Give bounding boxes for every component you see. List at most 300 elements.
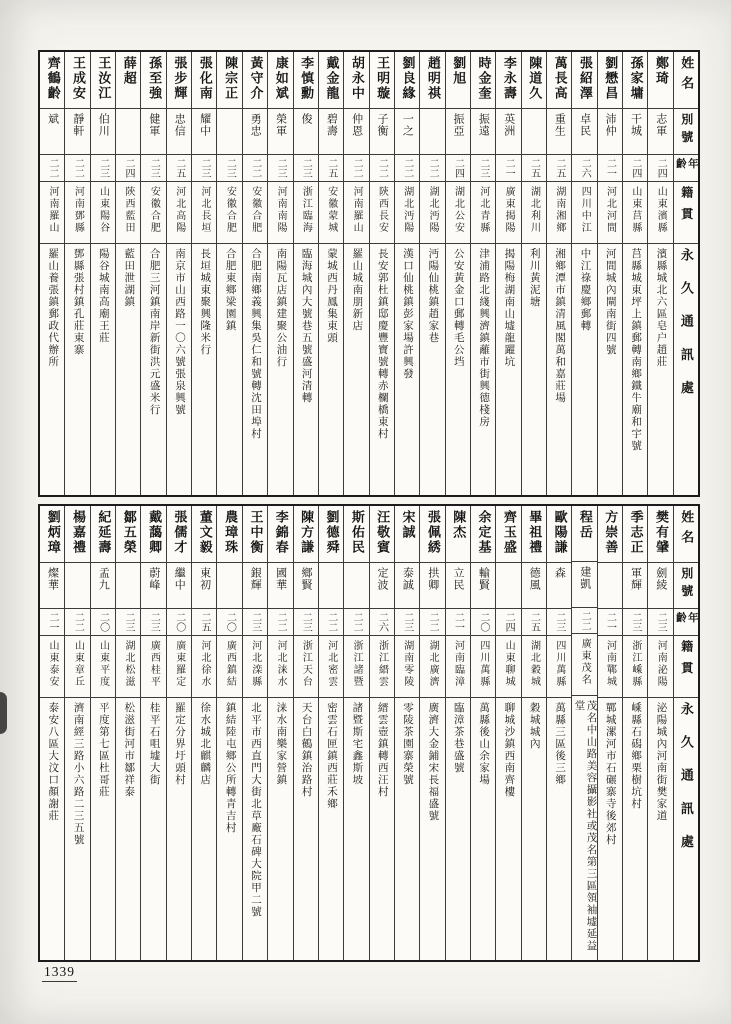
person-alias-cell: [294, 563, 318, 609]
person-address-cell: [268, 244, 292, 495]
person-native: 陝西藍田: [123, 186, 135, 234]
directory-table-top: [38, 50, 700, 497]
person-address: 茂名中山路美容攝影社或茂名第三區領袖墟延益堂: [573, 699, 597, 952]
person-address-cell: [40, 244, 64, 495]
person-native-cell: [648, 636, 672, 698]
person-age-cell: [319, 155, 343, 182]
person-native-cell: [65, 636, 89, 698]
person-age: 二三: [401, 612, 413, 632]
person-native: 湖北利川: [528, 186, 540, 234]
person-address-cell: [420, 244, 444, 495]
person-age: 二二: [46, 158, 58, 178]
person-age: 二三: [300, 158, 312, 178]
person-native: 河南鄧縣: [72, 186, 84, 234]
person-column: [64, 52, 89, 495]
person-age: 二三: [123, 612, 135, 632]
person-column: [216, 506, 241, 960]
person-alias-cell: [141, 563, 165, 609]
person-alias-cell: [496, 563, 520, 609]
person-address-cell: [65, 698, 89, 960]
person-age-cell: [572, 608, 596, 635]
person-native: 湖南湘鄉: [553, 186, 565, 234]
person-age: 二四: [452, 158, 464, 178]
person-alias-cell: [243, 109, 267, 155]
person-alias: 立民: [452, 567, 465, 591]
person-age: 二二: [401, 158, 413, 178]
person-native-cell: [598, 182, 622, 244]
person-age: 二四: [629, 158, 641, 178]
person-column: [647, 506, 672, 960]
person-age: 二三: [199, 158, 211, 178]
column-header-age: [674, 609, 698, 636]
person-alias-cell: [192, 563, 216, 609]
person-alias: 泰誠: [401, 567, 414, 591]
person-address-cell: [192, 698, 216, 960]
person-column: [191, 506, 216, 960]
person-native: 廣東羅定: [173, 640, 185, 688]
person-native-cell: [522, 182, 546, 244]
person-age-cell: [294, 609, 318, 636]
person-address: 利川黃泥塘: [528, 248, 540, 308]
person-native-cell: [344, 182, 368, 244]
person-age: 二二: [579, 610, 591, 631]
person-name-cell: [65, 52, 89, 109]
person-alias-cell: [116, 109, 140, 155]
person-age: 二一: [46, 612, 58, 632]
person-native-cell: [40, 636, 64, 698]
person-age-cell: [547, 609, 571, 636]
person-column: [394, 52, 419, 495]
person-native: 四川中江: [579, 186, 591, 234]
person-native-cell: [141, 636, 165, 698]
person-address-cell: [446, 244, 470, 495]
person-native: 浙江臨海: [300, 186, 312, 234]
person-native: 陝西長安: [376, 186, 388, 234]
column-header-age-label: 年齡: [674, 612, 698, 624]
person-native-cell: [395, 636, 419, 698]
person-age-cell: [217, 155, 241, 182]
person-age: 二三: [477, 158, 489, 178]
person-address-cell: [141, 244, 165, 495]
scan-artifact: [0, 692, 7, 734]
person-name: 孫至強: [147, 56, 163, 101]
person-address-cell: [344, 244, 368, 495]
person-column: [546, 52, 571, 495]
person-native: 廣西鎮結: [224, 640, 236, 688]
person-address: 廣濟大金鋪宋長福盛號: [427, 702, 439, 822]
person-address: 南京市山西路一〇六號張泉興號: [173, 248, 185, 416]
person-alias: 德風: [528, 567, 541, 591]
person-column: [242, 506, 267, 960]
person-age: 二三: [300, 612, 312, 632]
person-native: 安徽合肥: [148, 186, 160, 234]
person-address: 臨海城內大號巷五號盛河清轉: [300, 248, 312, 404]
person-native: 山東章丘: [72, 640, 84, 688]
person-column: [445, 52, 470, 495]
person-address: 羅山城南朋新店: [351, 248, 363, 332]
person-column: [318, 506, 343, 960]
person-native-cell: [116, 636, 140, 698]
person-address-cell: [471, 244, 495, 495]
person-address: 萬縣後山余家場: [478, 702, 490, 786]
person-address-cell: [294, 698, 318, 960]
person-alias: 英洲: [502, 113, 515, 137]
column-header-address: [674, 244, 698, 495]
person-native-cell: [167, 636, 191, 698]
person-alias: 伯川: [97, 113, 110, 137]
person-address: 臨漳茶巷盛號: [452, 702, 464, 774]
person-alias: 卓民: [578, 113, 591, 137]
person-native-cell: [522, 636, 546, 698]
person-address-cell: [572, 244, 596, 495]
person-name: 樊有肈: [653, 510, 669, 555]
person-name-cell: [370, 506, 394, 563]
person-alias: 靜軒: [71, 113, 84, 137]
person-name-cell: [243, 506, 267, 563]
person-alias-cell: [471, 563, 495, 609]
person-address: 涞水南樂家營鎮: [275, 702, 287, 786]
person-address-cell: [420, 698, 444, 960]
person-age: 二〇: [477, 612, 489, 632]
person-alias: 振遠: [477, 113, 490, 137]
person-column: [343, 52, 368, 495]
person-name: 陳方謙: [299, 510, 315, 555]
person-address-cell: [395, 698, 419, 960]
person-alias-cell: [522, 563, 546, 609]
person-address-cell: [344, 698, 368, 960]
person-age: 二二: [351, 612, 363, 632]
person-alias-cell: [446, 109, 470, 155]
person-age: 二一: [503, 158, 515, 178]
person-name: 李錦春: [273, 510, 289, 555]
person-address: 羅山養張鎮郵政代辦所: [47, 248, 59, 368]
person-age-cell: [167, 609, 191, 636]
person-native: 河北密雲: [325, 640, 337, 688]
person-address: 藍田泄湖鎮: [123, 248, 135, 308]
person-address: 鎮結陸屯鄉公所轉青吉村: [224, 702, 236, 834]
person-address: 沔陽仙桃鎮趙家巷: [427, 248, 439, 344]
person-native-cell: [547, 182, 571, 244]
person-alias-cell: [522, 109, 546, 155]
person-age: 二三: [148, 158, 160, 178]
person-name: 王中衡: [248, 510, 264, 555]
person-address: 密雲石匣鎮西莊禾鄉: [326, 702, 338, 810]
person-age-cell: [116, 155, 140, 182]
person-address: 陽谷城南高廟王莊: [97, 248, 109, 344]
column-header-native-label: 籍貫: [679, 640, 694, 684]
person-column: [521, 506, 546, 960]
person-native: 湖北沔陽: [427, 186, 439, 234]
person-age-cell: [623, 609, 647, 636]
column-header-native: [674, 636, 698, 698]
person-name-cell: [395, 506, 419, 563]
person-column: [470, 52, 495, 495]
person-name-cell: [40, 506, 64, 563]
person-native-cell: [217, 182, 241, 244]
person-name: 畢祖禮: [527, 510, 543, 555]
person-name-cell: [547, 506, 571, 563]
column-header-alias: [674, 563, 698, 609]
person-column: [571, 506, 596, 960]
person-alias: 沛仲: [604, 113, 617, 137]
person-native-cell: [572, 182, 596, 244]
person-age-cell: [496, 155, 520, 182]
person-name-cell: [294, 506, 318, 563]
person-alias-cell: [547, 109, 571, 155]
person-name-cell: [344, 506, 368, 563]
person-address-cell: [598, 698, 622, 960]
person-alias-cell: [623, 563, 647, 609]
person-address-cell: [370, 698, 394, 960]
person-address-cell: [40, 698, 64, 960]
person-address-cell: [598, 244, 622, 495]
person-name-cell: [91, 506, 115, 563]
person-column: [546, 506, 571, 960]
person-address: 長垣城東聚興隆米行: [199, 248, 211, 356]
person-age: 二〇: [173, 612, 185, 632]
person-age: 二五: [528, 612, 540, 632]
person-native: 浙江諸暨: [351, 640, 363, 688]
person-native-cell: [547, 636, 571, 698]
person-age-cell: [141, 609, 165, 636]
person-alias-cell: [116, 563, 140, 609]
person-address: 穀城城內: [528, 702, 540, 750]
person-native: 湖南零陵: [401, 640, 413, 688]
person-column: [115, 52, 140, 495]
person-alias: 健軍: [147, 113, 160, 137]
person-column: [597, 52, 622, 495]
person-age-cell: [623, 155, 647, 182]
person-native: 河北河間: [604, 186, 616, 234]
person-address: 蒙城西丹鳳集東頭: [326, 248, 338, 344]
person-address-cell: [217, 698, 241, 960]
person-native: 河南鄲城: [604, 640, 616, 688]
person-address: 河間城內閘南街四號: [604, 248, 616, 356]
person-age-cell: [420, 155, 444, 182]
person-address-cell: [167, 698, 191, 960]
person-age: 二三: [97, 158, 109, 178]
person-alias: 東初: [198, 567, 211, 591]
person-name-cell: [217, 506, 241, 563]
person-native: 湖北穀城: [528, 640, 540, 688]
person-age-cell: [471, 609, 495, 636]
person-alias-cell: [395, 563, 419, 609]
person-name-cell: [623, 506, 647, 563]
person-column: [597, 506, 622, 960]
person-native-cell: [65, 182, 89, 244]
person-column: [242, 52, 267, 495]
column-header-age: [674, 155, 698, 182]
person-column: [166, 52, 191, 495]
person-age: 二六: [579, 158, 591, 178]
person-alias: 國華: [274, 567, 287, 591]
person-name-cell: [116, 506, 140, 563]
person-age: 二二: [376, 158, 388, 178]
person-address: 平度第七區杜哥莊: [97, 702, 109, 798]
person-name: 王明璇: [375, 56, 391, 101]
person-native: 河北涞水: [275, 640, 287, 688]
person-name-cell: [167, 506, 191, 563]
person-address-cell: [141, 698, 165, 960]
person-column: [445, 506, 470, 960]
person-alias: 榮軍: [274, 113, 287, 137]
person-alias: 燦華: [46, 567, 59, 591]
person-name-cell: [243, 52, 267, 109]
person-alias-cell: [395, 109, 419, 155]
person-age: 二三: [629, 612, 641, 632]
person-alias: 一之: [401, 113, 414, 137]
person-age-cell: [91, 155, 115, 182]
person-address: 合肥三河鎮南岸新街洪元盛米行: [148, 248, 160, 416]
person-address: 天台白鶴鎮治路村: [300, 702, 312, 798]
person-age: 二三: [553, 612, 565, 632]
person-name-cell: [496, 506, 520, 563]
person-alias: 劍綾: [654, 567, 667, 591]
person-alias-cell: [344, 563, 368, 609]
person-name-cell: [319, 506, 343, 563]
person-age: 二二: [427, 158, 439, 178]
person-native: 山東平度: [97, 640, 109, 688]
person-name: 王汝江: [96, 56, 112, 101]
person-age-cell: [65, 609, 89, 636]
column-header-name-label: 姓名: [679, 510, 695, 551]
person-address-cell: [522, 698, 546, 960]
person-age-cell: [217, 609, 241, 636]
person-native: 廣東揭陽: [503, 186, 515, 234]
person-alias: 定波: [376, 567, 389, 591]
person-address: 徐水城北麒麟店: [199, 702, 211, 786]
person-name-cell: [420, 52, 444, 109]
person-column: [369, 52, 394, 495]
person-name: 董文毅: [197, 510, 213, 555]
person-column: [40, 52, 64, 495]
person-native-cell: [91, 182, 115, 244]
person-name: 紀延壽: [96, 510, 112, 555]
person-native: 河北長垣: [199, 186, 211, 234]
person-alias-cell: [471, 109, 495, 155]
person-native: 山東陽谷: [97, 186, 109, 234]
person-native: 山東泰安: [46, 640, 58, 688]
person-name: 鄒五榮: [121, 510, 137, 555]
person-alias: 重生: [553, 113, 566, 137]
person-native-cell: [40, 182, 64, 244]
person-alias-cell: [65, 563, 89, 609]
person-age: 二三: [655, 612, 667, 632]
column-header-alias-label: 別號: [679, 567, 694, 602]
person-native-cell: [192, 636, 216, 698]
person-address-cell: [547, 244, 571, 495]
person-native: 河北高陽: [173, 186, 185, 234]
person-native: 河南臨漳: [452, 640, 464, 688]
person-address-cell: [496, 244, 520, 495]
person-column: [470, 506, 495, 960]
person-age-cell: [268, 609, 292, 636]
person-name-cell: [116, 52, 140, 109]
person-address-cell: [623, 244, 647, 495]
person-alias-cell: [91, 563, 115, 609]
person-address-cell: [116, 698, 140, 960]
person-name-cell: [344, 52, 368, 109]
person-name: 趙明祺: [425, 56, 441, 101]
person-column: [90, 506, 115, 960]
column-header-name: [674, 52, 698, 109]
person-name: 戴藹卿: [147, 510, 163, 555]
person-name: 張紹澤: [577, 56, 593, 101]
person-alias: 銀輝: [249, 567, 262, 591]
person-address: 合肥東鄉梁園鎮: [224, 248, 236, 332]
person-native-cell: [370, 182, 394, 244]
column-header-alias-label: 別號: [679, 113, 694, 148]
person-alias: 仲恩: [350, 113, 363, 137]
person-alias-cell: [294, 109, 318, 155]
person-native: 湖北沔陽: [401, 186, 413, 234]
person-column: [140, 52, 165, 495]
person-age: 二三: [275, 158, 287, 178]
person-column: [64, 506, 89, 960]
person-age: 二二: [72, 158, 84, 178]
person-name: 張佩綉: [425, 510, 441, 555]
header-column: [673, 506, 698, 960]
person-alias-cell: [648, 563, 672, 609]
person-name-cell: [572, 506, 596, 562]
person-alias: 干城: [629, 113, 642, 137]
person-column: [140, 506, 165, 960]
column-header-address: [674, 698, 698, 960]
person-native: 河南南陽: [275, 186, 287, 234]
person-column: [419, 52, 444, 495]
person-column: [293, 52, 318, 495]
person-name: 陳宗正: [223, 56, 239, 101]
person-column: [369, 506, 394, 960]
person-age: 二四: [655, 158, 667, 178]
person-native-cell: [395, 182, 419, 244]
person-alias-cell: [192, 109, 216, 155]
person-address: 嵊縣石磶鄉栗樹坑村: [630, 702, 642, 810]
person-alias-cell: [420, 563, 444, 609]
person-alias-cell: [217, 563, 241, 609]
person-native-cell: [370, 636, 394, 698]
person-name-cell: [446, 52, 470, 109]
person-name-cell: [471, 52, 495, 109]
person-address: 長安郭杜鎮邸慶豐寶號轉赤欄橋東村: [376, 248, 388, 440]
person-age-cell: [446, 155, 470, 182]
person-name-cell: [648, 506, 672, 563]
person-name: 程岳: [577, 510, 593, 540]
person-native: 安徽合肥: [249, 186, 261, 234]
person-name: 汪敬賓: [375, 510, 391, 555]
person-address: 松滋街河市鄒祥泰: [123, 702, 135, 798]
person-alias-cell: [496, 109, 520, 155]
person-alias-cell: [91, 109, 115, 155]
person-native-cell: [598, 636, 622, 698]
person-native: 山東聊城: [503, 640, 515, 688]
person-age-cell: [116, 609, 140, 636]
person-address: 聊城沙鎮西南齊樓: [503, 702, 515, 798]
person-native-cell: [623, 636, 647, 698]
person-address: 莒縣城東坪上鎮郵轉南鄉鐵牛廟和宇號: [630, 248, 642, 452]
person-age-cell: [420, 609, 444, 636]
person-age: 二五: [173, 158, 185, 178]
person-alias-cell: [420, 109, 444, 155]
person-age-cell: [344, 609, 368, 636]
person-address: 泰安八區大汶口顏謝莊: [47, 702, 59, 822]
person-name-cell: [91, 52, 115, 109]
person-address-cell: [268, 698, 292, 960]
person-alias: 孟九: [97, 567, 110, 591]
person-age-cell: [648, 155, 672, 182]
person-address: 漢口仙桃鎮彭家場許興發: [402, 248, 414, 380]
person-name: 孫家墉: [628, 56, 644, 101]
